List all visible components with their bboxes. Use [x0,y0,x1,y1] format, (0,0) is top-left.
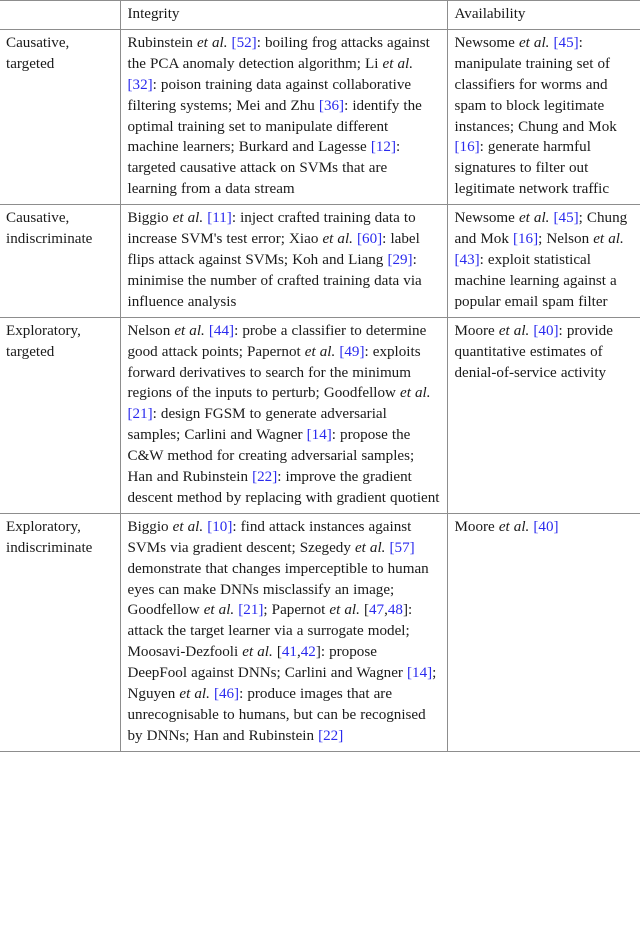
row-category-cell [0,317,120,513]
row-category-line2: targeted [6,343,55,360]
row-integrity-cell [120,205,447,318]
row-integrity-cell [120,29,447,204]
row-category-line2: indiscriminate [6,539,93,556]
column-header-integrity [120,1,447,30]
row-category-line2: targeted [6,55,55,72]
row-availability-cell [447,513,640,751]
row-availability-cell [447,29,640,204]
table-row [0,205,640,318]
column-header-availability [447,1,640,30]
integrity-text: Nelson et al. [44]: probe a classifier to determine good attack points; Papernot et al. [49]: exploits forward derivatives to search for the minimum regions of the inputs to perturb; Goodfellow et al. [21]: design FGSM to generate adversarial samples; Carlini and Wagner [14]: propose the C&W method for creating adversarial samples; Han and Rubinstein [22]: improve the gradient descent method by replacing with gradient quotient [127,322,440,506]
column-header-availability-label: Availability [454,6,526,22]
integrity-text: Rubinstein et al. [52]: boiling frog attacks against the PCA anomaly detection algorithm; Li et al. [32]: poison training data against collaborative filtering systems; Mei and Zhu [36]: identify the optimal training set to manipulate different machine learners; Burkard and Lagesse [12]: targeted causative attack on SVMs that are learning from a data stream [127,34,430,198]
table-header-row [0,1,640,30]
table-row [0,513,640,751]
row-category-line1: Causative, [6,34,70,51]
row-category-line2: indiscriminate [6,231,93,248]
row-category-line1: Exploratory, [6,322,81,339]
column-header-category [0,1,120,30]
row-availability-cell [447,205,640,318]
table-row [0,29,640,204]
integrity-text: Biggio et al. [10]: find attack instances against SVMs via gradient descent; Szegedy et al. [57] demonstrate that changes imperceptible to human eyes can make DNNs misclassify an image; Goodfellow et al. [21]; Papernot et al. [47,48]: attack the target learner via a surrogate model; Moosavi-Dezfooli et al. [41,42]: propose DeepFool against DNNs; Carlini and Wagner [14]; Nguyen et al. [46]: produce images that are unrecognisable to humans, but can be recognised by DNNs; Han and Rubinstein [22] [127,518,437,744]
integrity-text: Biggio et al. [11]: inject crafted training data to increase SVM's test error; Xiao et al. [60]: label flips attack against SVMs; Koh and Liang [29]: minimise the number of crafted training data via influence analysis [127,210,422,310]
column-header-integrity-label: Integrity [127,6,180,22]
row-category-cell [0,205,120,318]
availability-text: Moore et al. [40] [454,518,559,535]
availability-text: Moore et al. [40]: provide quantitative estimates of denial-of-service activity [454,322,613,381]
row-category-line1: Exploratory, [6,518,81,535]
row-integrity-cell [120,513,447,751]
row-category-cell [0,513,120,751]
row-category-cell [0,29,120,204]
availability-text: Newsome et al. [45]; Chung and Mok [16]; Nelson et al. [43]: exploit statistical machine learning against a popular email spam filter [454,210,628,310]
table-row [0,317,640,513]
availability-text: Newsome et al. [45]: manipulate training set of classifiers for worms and spam to block legitimate instances; Chung and Mok [16]: generate harmful signatures to filter out legitimate network traffic [454,34,617,198]
table-body [0,29,640,751]
row-category-line1: Causative, [6,210,70,227]
row-availability-cell [447,317,640,513]
row-integrity-cell [120,317,447,513]
table-header [0,1,640,30]
